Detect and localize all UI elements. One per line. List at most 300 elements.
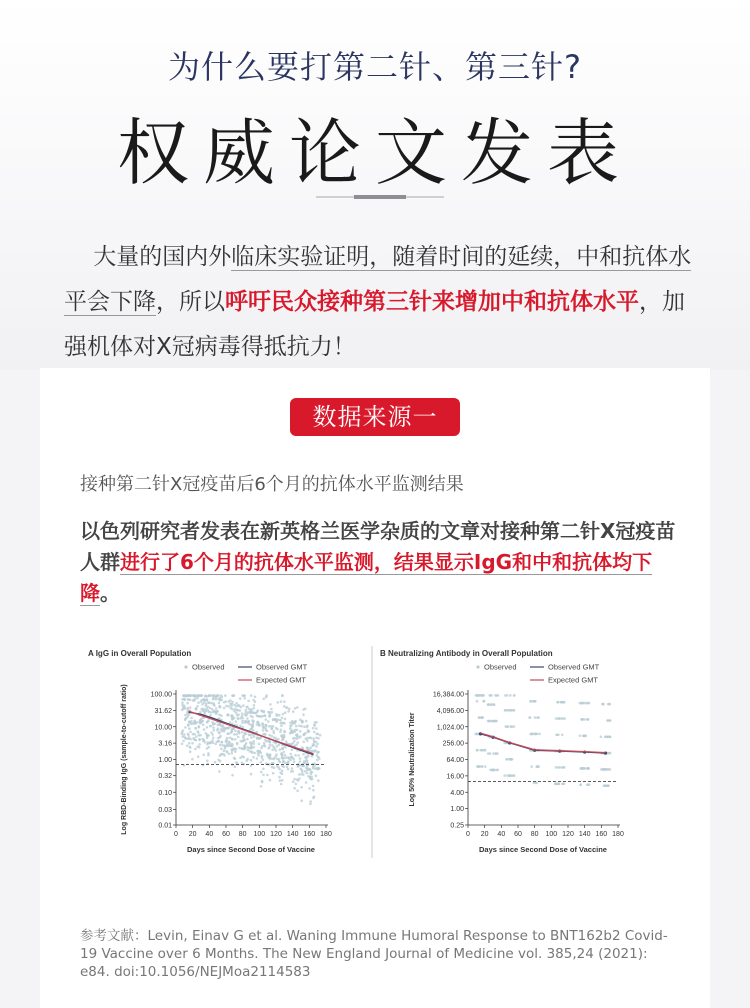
observed-point bbox=[538, 733, 541, 736]
antibody-charts bbox=[80, 640, 660, 880]
observed-point bbox=[301, 769, 304, 772]
observed-point bbox=[229, 721, 232, 724]
observed-point bbox=[311, 755, 314, 758]
observed-point bbox=[218, 702, 221, 705]
observed-point bbox=[253, 704, 256, 707]
observed-point bbox=[195, 707, 198, 710]
observed-point bbox=[220, 748, 223, 751]
observed-point bbox=[556, 734, 559, 737]
observed-point bbox=[228, 741, 231, 744]
observed-point bbox=[312, 797, 315, 800]
observed-point bbox=[214, 761, 217, 764]
x-axis-label: Days since Second Dose of Vaccine bbox=[187, 845, 315, 854]
observed-point bbox=[225, 705, 228, 708]
observed-point bbox=[313, 740, 316, 743]
observed-point bbox=[269, 779, 272, 782]
x-tick-label: 0 bbox=[466, 831, 470, 838]
observed-point bbox=[280, 783, 283, 786]
y-tick-label: 0.01 bbox=[158, 822, 172, 830]
observed-point bbox=[306, 747, 309, 750]
observed-point bbox=[241, 694, 244, 697]
observed-point bbox=[305, 720, 308, 723]
observed-point bbox=[276, 701, 279, 704]
observed-point bbox=[186, 744, 189, 747]
observed-point bbox=[182, 694, 185, 697]
observed-point bbox=[200, 694, 203, 697]
observed-point bbox=[201, 738, 204, 741]
observed-point bbox=[282, 766, 285, 769]
observed-point bbox=[207, 719, 210, 722]
observed-point bbox=[306, 759, 309, 762]
observed-point bbox=[294, 720, 297, 723]
observed-point bbox=[311, 763, 314, 766]
observed-point bbox=[189, 750, 192, 753]
x-tick-label: 20 bbox=[188, 831, 197, 838]
y-tick-label: 10.00 bbox=[154, 724, 172, 732]
observed-point bbox=[267, 720, 270, 723]
observed-point bbox=[476, 694, 479, 697]
observed-point bbox=[184, 726, 187, 729]
observed-point bbox=[270, 757, 273, 760]
observed-point bbox=[256, 710, 259, 713]
observed-point bbox=[316, 767, 319, 770]
observed-point bbox=[298, 725, 301, 728]
observed-point bbox=[250, 694, 253, 697]
x-tick-label: 0 bbox=[174, 831, 178, 838]
observed-point bbox=[239, 740, 242, 743]
legend-observed-marker bbox=[476, 665, 479, 668]
observed-point bbox=[309, 803, 312, 806]
observed-point bbox=[268, 746, 271, 749]
observed-point bbox=[296, 729, 299, 732]
observed-point bbox=[261, 756, 264, 759]
observed-point bbox=[283, 700, 286, 703]
observed-point bbox=[296, 790, 299, 793]
observed-point bbox=[256, 723, 259, 726]
observed-point bbox=[273, 757, 276, 760]
observed-point bbox=[283, 734, 286, 737]
observed-point bbox=[265, 718, 268, 721]
observed-point bbox=[503, 774, 506, 777]
observed-point bbox=[261, 710, 264, 713]
y-tick-label: 0.03 bbox=[158, 806, 172, 814]
observed-point bbox=[250, 711, 253, 714]
observed-point bbox=[225, 700, 228, 703]
observed-point bbox=[504, 709, 507, 712]
observed-point bbox=[207, 706, 210, 709]
observed-point bbox=[309, 773, 312, 776]
observed-point bbox=[584, 702, 587, 705]
observed-point bbox=[315, 741, 318, 744]
observed-point bbox=[506, 774, 509, 777]
observed-point bbox=[252, 720, 255, 723]
observed-point bbox=[295, 744, 298, 747]
observed-point bbox=[194, 739, 197, 742]
observed-point bbox=[231, 738, 234, 741]
observed-point bbox=[309, 800, 312, 803]
observed-point bbox=[184, 714, 187, 717]
y-axis-label: Log RBD-Binding IgG (sample-to-cutoff ratio) bbox=[121, 684, 128, 835]
observed-point bbox=[300, 773, 303, 776]
observed-point bbox=[279, 719, 282, 722]
observed-point bbox=[272, 730, 275, 733]
observed-point bbox=[307, 755, 310, 758]
observed-point bbox=[533, 700, 536, 703]
observed-point bbox=[253, 752, 256, 755]
observed-point bbox=[282, 748, 285, 751]
observed-point bbox=[262, 729, 265, 732]
observed-point bbox=[234, 757, 237, 760]
observed-point bbox=[303, 733, 306, 736]
observed-point bbox=[220, 725, 223, 728]
observed-point bbox=[281, 754, 284, 757]
observed-point bbox=[287, 710, 290, 713]
y-tick-label: 3.16 bbox=[158, 740, 172, 748]
observed-point bbox=[313, 744, 316, 747]
observed-point bbox=[219, 735, 222, 738]
observed-point bbox=[189, 731, 192, 734]
observed-point bbox=[282, 736, 285, 739]
observed-point bbox=[284, 746, 287, 749]
observed-point bbox=[293, 730, 296, 733]
observed-point bbox=[537, 716, 540, 719]
observed-point bbox=[221, 699, 224, 702]
observed-point bbox=[492, 720, 495, 723]
y-tick-label: 256.00 bbox=[442, 740, 464, 748]
observed-point bbox=[293, 737, 296, 740]
observed-point bbox=[242, 717, 245, 720]
observed-point bbox=[300, 799, 303, 802]
observed-point bbox=[299, 718, 302, 721]
observed-point bbox=[253, 735, 256, 738]
observed-point bbox=[237, 736, 240, 739]
page-subtitle: 为什么要打第二针、第三针? bbox=[168, 48, 582, 86]
observed-point bbox=[188, 736, 191, 739]
title-divider-right bbox=[406, 196, 444, 198]
x-tick-label: 40 bbox=[497, 831, 506, 838]
observed-point bbox=[208, 694, 211, 697]
observed-point bbox=[241, 731, 244, 734]
observed-point bbox=[276, 719, 279, 722]
x-tick-label: 80 bbox=[530, 831, 539, 838]
observed-point bbox=[209, 714, 212, 717]
observed-point bbox=[533, 733, 536, 736]
observed-point bbox=[270, 708, 273, 711]
observed-point bbox=[283, 730, 286, 733]
observed-point bbox=[563, 783, 566, 786]
observed-point bbox=[236, 714, 239, 717]
observed-point bbox=[297, 741, 300, 744]
observed-point bbox=[211, 708, 214, 711]
observed-point bbox=[248, 708, 251, 711]
y-tick-label: 100.00 bbox=[150, 691, 172, 699]
observed-point bbox=[287, 768, 290, 771]
observed-point bbox=[231, 752, 234, 755]
observed-point bbox=[235, 720, 238, 723]
observed-point bbox=[200, 708, 203, 711]
x-tick-label: 100 bbox=[545, 831, 558, 838]
observed-point bbox=[269, 740, 272, 743]
observed-point bbox=[254, 701, 257, 704]
legend-label: Observed GMT bbox=[548, 662, 600, 672]
x-tick-label: 160 bbox=[303, 831, 316, 838]
observed-point bbox=[223, 754, 226, 757]
observed-point bbox=[489, 694, 492, 697]
observed-point bbox=[513, 709, 516, 712]
observed-point bbox=[237, 704, 240, 707]
observed-point bbox=[273, 746, 276, 749]
y-tick-label: 4.00 bbox=[450, 789, 464, 797]
observed-point bbox=[210, 741, 213, 744]
observed-point bbox=[192, 733, 195, 736]
observed-point bbox=[280, 729, 283, 732]
observed-point bbox=[276, 745, 279, 748]
observed-point bbox=[182, 707, 185, 710]
observed-point bbox=[245, 709, 248, 712]
observed-point bbox=[218, 706, 221, 709]
observed-point bbox=[317, 756, 320, 759]
x-tick-label: 160 bbox=[595, 831, 608, 838]
observed-point bbox=[484, 765, 487, 768]
observed-point bbox=[257, 754, 260, 757]
observed-point bbox=[509, 709, 512, 712]
observed-point bbox=[530, 765, 533, 768]
observed-point bbox=[295, 734, 298, 737]
observed-point bbox=[196, 730, 199, 733]
observed-point bbox=[250, 759, 253, 762]
observed-point bbox=[302, 753, 305, 756]
observed-point bbox=[292, 781, 295, 784]
observed-point bbox=[204, 741, 207, 744]
observed-point bbox=[511, 725, 514, 728]
observed-point bbox=[212, 741, 215, 744]
observed-point bbox=[581, 702, 584, 705]
observed-point bbox=[204, 694, 207, 697]
x-tick-label: 60 bbox=[222, 831, 230, 838]
observed-point bbox=[306, 726, 309, 729]
observed-point bbox=[197, 702, 200, 705]
observed-point bbox=[186, 702, 189, 705]
intro-underlined-text: 临床实验证明，随着时间的延续，中和抗体水平会下降 bbox=[64, 244, 692, 315]
observed-point bbox=[250, 746, 253, 749]
observed-point bbox=[293, 761, 296, 764]
observed-point bbox=[220, 714, 223, 717]
observed-point bbox=[587, 718, 590, 721]
observed-point bbox=[292, 758, 295, 761]
observed-point bbox=[281, 779, 284, 782]
observed-point bbox=[210, 731, 213, 734]
chart-panel-title: B Neutralizing Antibody in Overall Population bbox=[380, 649, 553, 658]
observed-point bbox=[194, 698, 197, 701]
observed-point bbox=[191, 742, 194, 745]
observed-point bbox=[279, 731, 282, 734]
x-tick-label: 120 bbox=[270, 831, 282, 838]
observed-point bbox=[209, 725, 212, 728]
observed-point bbox=[234, 750, 237, 753]
observed-point bbox=[295, 725, 298, 728]
observed-point bbox=[186, 698, 189, 701]
observed-point bbox=[186, 711, 189, 714]
observed-point bbox=[284, 711, 287, 714]
observed-point bbox=[314, 749, 317, 752]
observed-point bbox=[588, 702, 591, 705]
observed-point bbox=[601, 703, 604, 706]
observed-point bbox=[245, 742, 248, 745]
observed-point bbox=[509, 694, 512, 697]
observed-point bbox=[289, 725, 292, 728]
observed-point bbox=[313, 724, 316, 727]
observed-point bbox=[268, 734, 271, 737]
observed-point bbox=[291, 748, 294, 751]
source-description bbox=[80, 516, 680, 609]
observed-point bbox=[256, 757, 259, 760]
y-tick-label: 4,096.00 bbox=[436, 707, 464, 715]
observed-point bbox=[509, 774, 512, 777]
legend-label: Observed bbox=[484, 662, 517, 672]
observed-point bbox=[203, 701, 206, 704]
title-divider-center bbox=[354, 195, 406, 199]
observed-point bbox=[244, 714, 247, 717]
observed-point bbox=[203, 711, 206, 714]
intro-text: 大量的国内外 bbox=[93, 244, 232, 270]
observed-point bbox=[294, 707, 297, 710]
intro-paragraph bbox=[64, 235, 694, 370]
observed-point bbox=[283, 751, 286, 754]
observed-point bbox=[198, 743, 201, 746]
observed-point bbox=[206, 736, 209, 739]
observed-point bbox=[212, 723, 215, 726]
observed-point bbox=[282, 760, 285, 763]
observed-point bbox=[257, 721, 260, 724]
intro-highlight-text: 呼吁民众接种第三针来增加中和抗体水平 bbox=[225, 289, 639, 315]
x-tick-label: 140 bbox=[578, 831, 591, 838]
observed-point bbox=[187, 715, 190, 718]
observed-point bbox=[275, 727, 278, 730]
observed-point bbox=[223, 707, 226, 710]
observed-point bbox=[236, 743, 239, 746]
source-caption: 接种第二针X冠疫苗后6个月的抗体水平监测结果 bbox=[80, 474, 464, 495]
x-axis-label: Days since Second Dose of Vaccine bbox=[479, 845, 607, 854]
observed-point bbox=[314, 721, 317, 724]
observed-point bbox=[181, 743, 184, 746]
observed-point bbox=[195, 735, 198, 738]
observed-point bbox=[579, 783, 582, 786]
observed-point bbox=[250, 750, 253, 753]
observed-point bbox=[306, 767, 309, 770]
observed-point bbox=[207, 752, 210, 755]
observed-point bbox=[281, 756, 284, 759]
observed-point bbox=[312, 737, 315, 740]
y-tick-label: 31.62 bbox=[154, 707, 172, 715]
observed-point bbox=[231, 749, 234, 752]
observed-point bbox=[258, 743, 261, 746]
observed-point bbox=[241, 747, 244, 750]
observed-point bbox=[239, 757, 242, 760]
observed-point bbox=[605, 736, 608, 739]
observed-point bbox=[281, 739, 284, 742]
observed-point bbox=[225, 738, 228, 741]
observed-point bbox=[184, 718, 187, 721]
observed-point bbox=[274, 737, 277, 740]
observed-point bbox=[561, 734, 564, 737]
observed-point bbox=[587, 767, 590, 770]
observed-point bbox=[310, 737, 313, 740]
observed-point bbox=[251, 741, 254, 744]
observed-point bbox=[312, 789, 315, 792]
observed-point bbox=[196, 705, 199, 708]
observed-point bbox=[262, 759, 265, 762]
observed-point bbox=[560, 701, 563, 704]
observed-point bbox=[264, 727, 267, 730]
observed-point bbox=[603, 784, 606, 787]
x-tick-label: 60 bbox=[514, 831, 522, 838]
observed-point bbox=[234, 765, 237, 768]
observed-point bbox=[311, 778, 314, 781]
x-tick-label: 100 bbox=[253, 831, 266, 838]
observed-point bbox=[316, 759, 319, 762]
observed-point bbox=[227, 713, 230, 716]
x-tick-label: 40 bbox=[205, 831, 214, 838]
observed-point bbox=[286, 756, 289, 759]
observed-point bbox=[312, 767, 315, 770]
observed-point bbox=[233, 747, 236, 750]
observed-point bbox=[198, 738, 201, 741]
observed-point bbox=[261, 722, 264, 725]
observed-point bbox=[224, 744, 227, 747]
observed-point bbox=[313, 731, 316, 734]
y-tick-label: 0.32 bbox=[158, 773, 172, 781]
intro-text: ，所以 bbox=[156, 289, 225, 315]
y-tick-label: 0.25 bbox=[450, 822, 464, 830]
observed-point bbox=[271, 766, 274, 769]
observed-point bbox=[227, 732, 230, 735]
observed-point bbox=[281, 694, 284, 697]
observed-point bbox=[221, 741, 224, 744]
observed-point bbox=[289, 727, 292, 730]
observed-point bbox=[582, 718, 585, 721]
observed-point bbox=[266, 774, 269, 777]
observed-point bbox=[188, 727, 191, 730]
observed-point bbox=[293, 778, 296, 781]
chart-panel-title: A IgG in Overall Population bbox=[88, 649, 192, 658]
observed-point bbox=[205, 732, 208, 735]
observed-point bbox=[246, 717, 249, 720]
observed-point bbox=[224, 694, 227, 697]
legend-observed-marker bbox=[184, 665, 187, 668]
observed-point bbox=[537, 765, 540, 768]
observed-point bbox=[184, 737, 187, 740]
observed-point bbox=[231, 703, 234, 706]
observed-point bbox=[513, 774, 516, 777]
observed-point bbox=[231, 774, 234, 777]
reference-text: 参考文献：Levin, Einav G et al. Waning Immune Humoral Response to BNT162b2 Covid-19 Vaccine over 6 Months. The New England Journal of Medicine vol. 385,24 (2021): e84. doi:10.1056/NEJMoa2114583 bbox=[80, 928, 668, 980]
observed-point bbox=[216, 741, 219, 744]
observed-point bbox=[252, 756, 255, 759]
observed-point bbox=[513, 694, 516, 697]
observed-point bbox=[223, 729, 226, 732]
observed-point bbox=[220, 694, 223, 697]
observed-point bbox=[269, 744, 272, 747]
observed-point bbox=[270, 725, 273, 728]
observed-point bbox=[507, 725, 510, 728]
observed-point bbox=[254, 696, 257, 699]
source-badge: 数据来源一 bbox=[290, 398, 460, 436]
observed-point bbox=[281, 772, 284, 775]
observed-point bbox=[258, 751, 261, 754]
observed-point bbox=[315, 733, 318, 736]
observed-point bbox=[196, 721, 199, 724]
observed-point bbox=[202, 699, 205, 702]
